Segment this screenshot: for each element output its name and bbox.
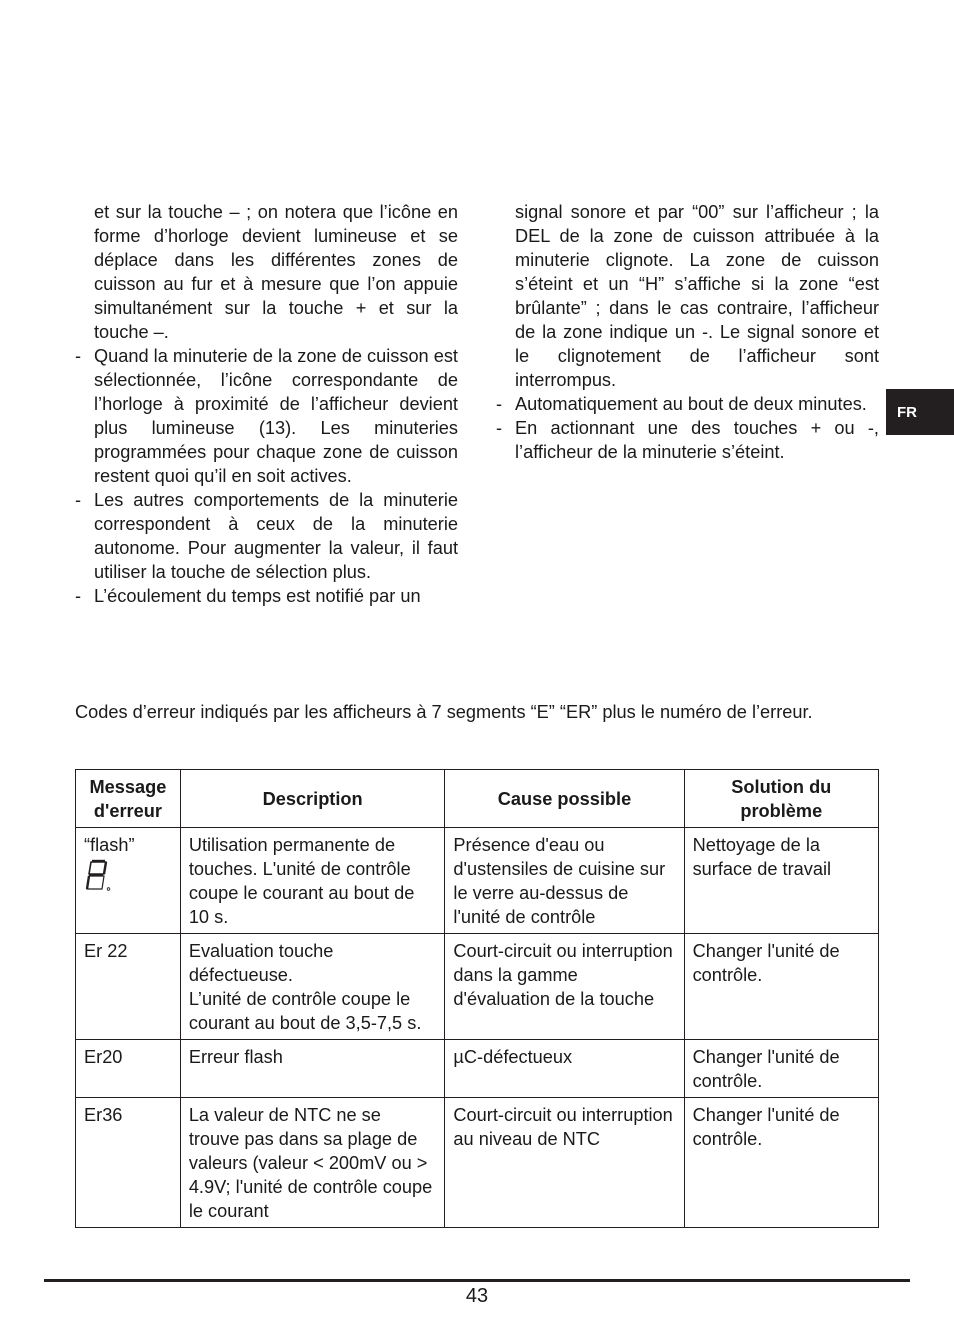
description-cell [180, 934, 445, 1040]
description-line: L’unité de contrôle coupe le courant au bout de 3,5-7,5 s. [188, 989, 422, 1033]
table-row [76, 934, 879, 1040]
list-item-text: En actionnant une des touches + ou -, l’afficheur de la minuterie s’éteint. [515, 418, 879, 462]
language-tab: FR [886, 389, 954, 435]
bullet-dash: - [496, 418, 503, 438]
cause-cell: µC-défectueux [445, 1040, 684, 1098]
header-cause: Cause possible [445, 770, 684, 828]
bullet-dash: - [75, 490, 82, 510]
list-item [75, 344, 458, 488]
bullet-dash: - [496, 394, 503, 414]
solution-cell: Changer l'unité de contrôle. [684, 934, 878, 1040]
solution-cell: Nettoyage de la surface de travail [684, 828, 878, 934]
bullet-dash: - [75, 586, 82, 606]
error-code: “flash” [84, 835, 135, 855]
description-cell: Utilisation permanente de touches. L'unité de contrôle coupe le courant au bout de 10 s. [180, 828, 445, 934]
right-text-column [496, 200, 879, 464]
table-row [76, 1040, 879, 1098]
table-row [76, 1098, 879, 1228]
header-message: Message d'erreur [76, 770, 181, 828]
list-item [75, 584, 458, 608]
description-line: Evaluation touche défectueuse. [188, 941, 334, 985]
timer-instructions-continuation: et sur la touche – ; on notera que l’icône en forme d’horloge devient lumineuse et se déplace dans les différentes zones de cuisson au fur et à mesure que l’on appuie simultanément sur la touche + et sur la touche –. [94, 202, 458, 342]
solution-cell: Changer l'unité de contrôle. [684, 1098, 878, 1228]
description-cell: La valeur de NTC ne se trouve pas dans sa plage de valeurs (valeur < 200mV ou > 4.9V; l'unité de contrôle coupe le courant [180, 1098, 445, 1228]
list-item [496, 416, 879, 464]
list-item [75, 488, 458, 584]
header-solution: Solution du problème [684, 770, 878, 828]
cause-cell: Court-circuit ou interruption au niveau de NTC [445, 1098, 684, 1228]
cause-cell: Présence d'eau ou d'ustensiles de cuisine sur le verre au-dessus de l'unité de contrôle [445, 828, 684, 934]
table-row [76, 828, 879, 934]
list-item-text: Les autres comportements de la minuterie correspondent à ceux de la minuterie autonome. Pour augmenter la valeur, il faut utiliser la touche de sélection plus. [94, 490, 458, 582]
header-description: Description [180, 770, 445, 828]
description-cell: Erreur flash [180, 1040, 445, 1098]
timer-signal-continuation: signal sonore et par “00” sur l’afficheur ; la DEL de la zone de cuisson attribuée à la minuterie clignote. La zone de cuisson s’éteint et un “H” s’affiche si la zone “est brûlante” ; dans le cas contraire, l’afficheur de la zone indique un -. Le signal sonore et le clignotement de l’afficheur sont interrompus. [515, 202, 879, 390]
list-item-text: L’écoulement du temps est notifié par un [94, 586, 421, 606]
cause-cell: Court-circuit ou interruption dans la gamme d'évaluation de la touche [445, 934, 684, 1040]
error-codes-table [75, 769, 879, 1228]
page-number: 43 [465, 1285, 489, 1307]
left-text-column [75, 200, 458, 608]
list-item-text: Automatiquement au bout de deux minutes. [515, 394, 867, 414]
seven-segment-display-icon [84, 859, 114, 893]
solution-cell: Changer l'unité de contrôle. [684, 1040, 878, 1098]
error-code-cell: Er36 [76, 1098, 181, 1228]
table-header-row [76, 770, 879, 828]
error-codes-intro: Codes d’erreur indiqués par les afficheurs à 7 segments “E” “ER” plus le numéro de l’erreur. [75, 702, 813, 722]
error-code-cell [76, 828, 181, 934]
error-code-cell: Er 22 [76, 934, 181, 1040]
bullet-dash: - [75, 346, 82, 366]
footer-divider [44, 1279, 910, 1282]
list-item-text: Quand la minuterie de la zone de cuisson est sélectionnée, l’icône correspondante de l’horloge à proximité de l’afficheur devient plus lumineuse (13). Les minuteries programmées pour chaque zone de cuisson restent quoi qu’il en soit actives. [94, 346, 458, 486]
list-item [496, 392, 879, 416]
error-code-cell: Er20 [76, 1040, 181, 1098]
